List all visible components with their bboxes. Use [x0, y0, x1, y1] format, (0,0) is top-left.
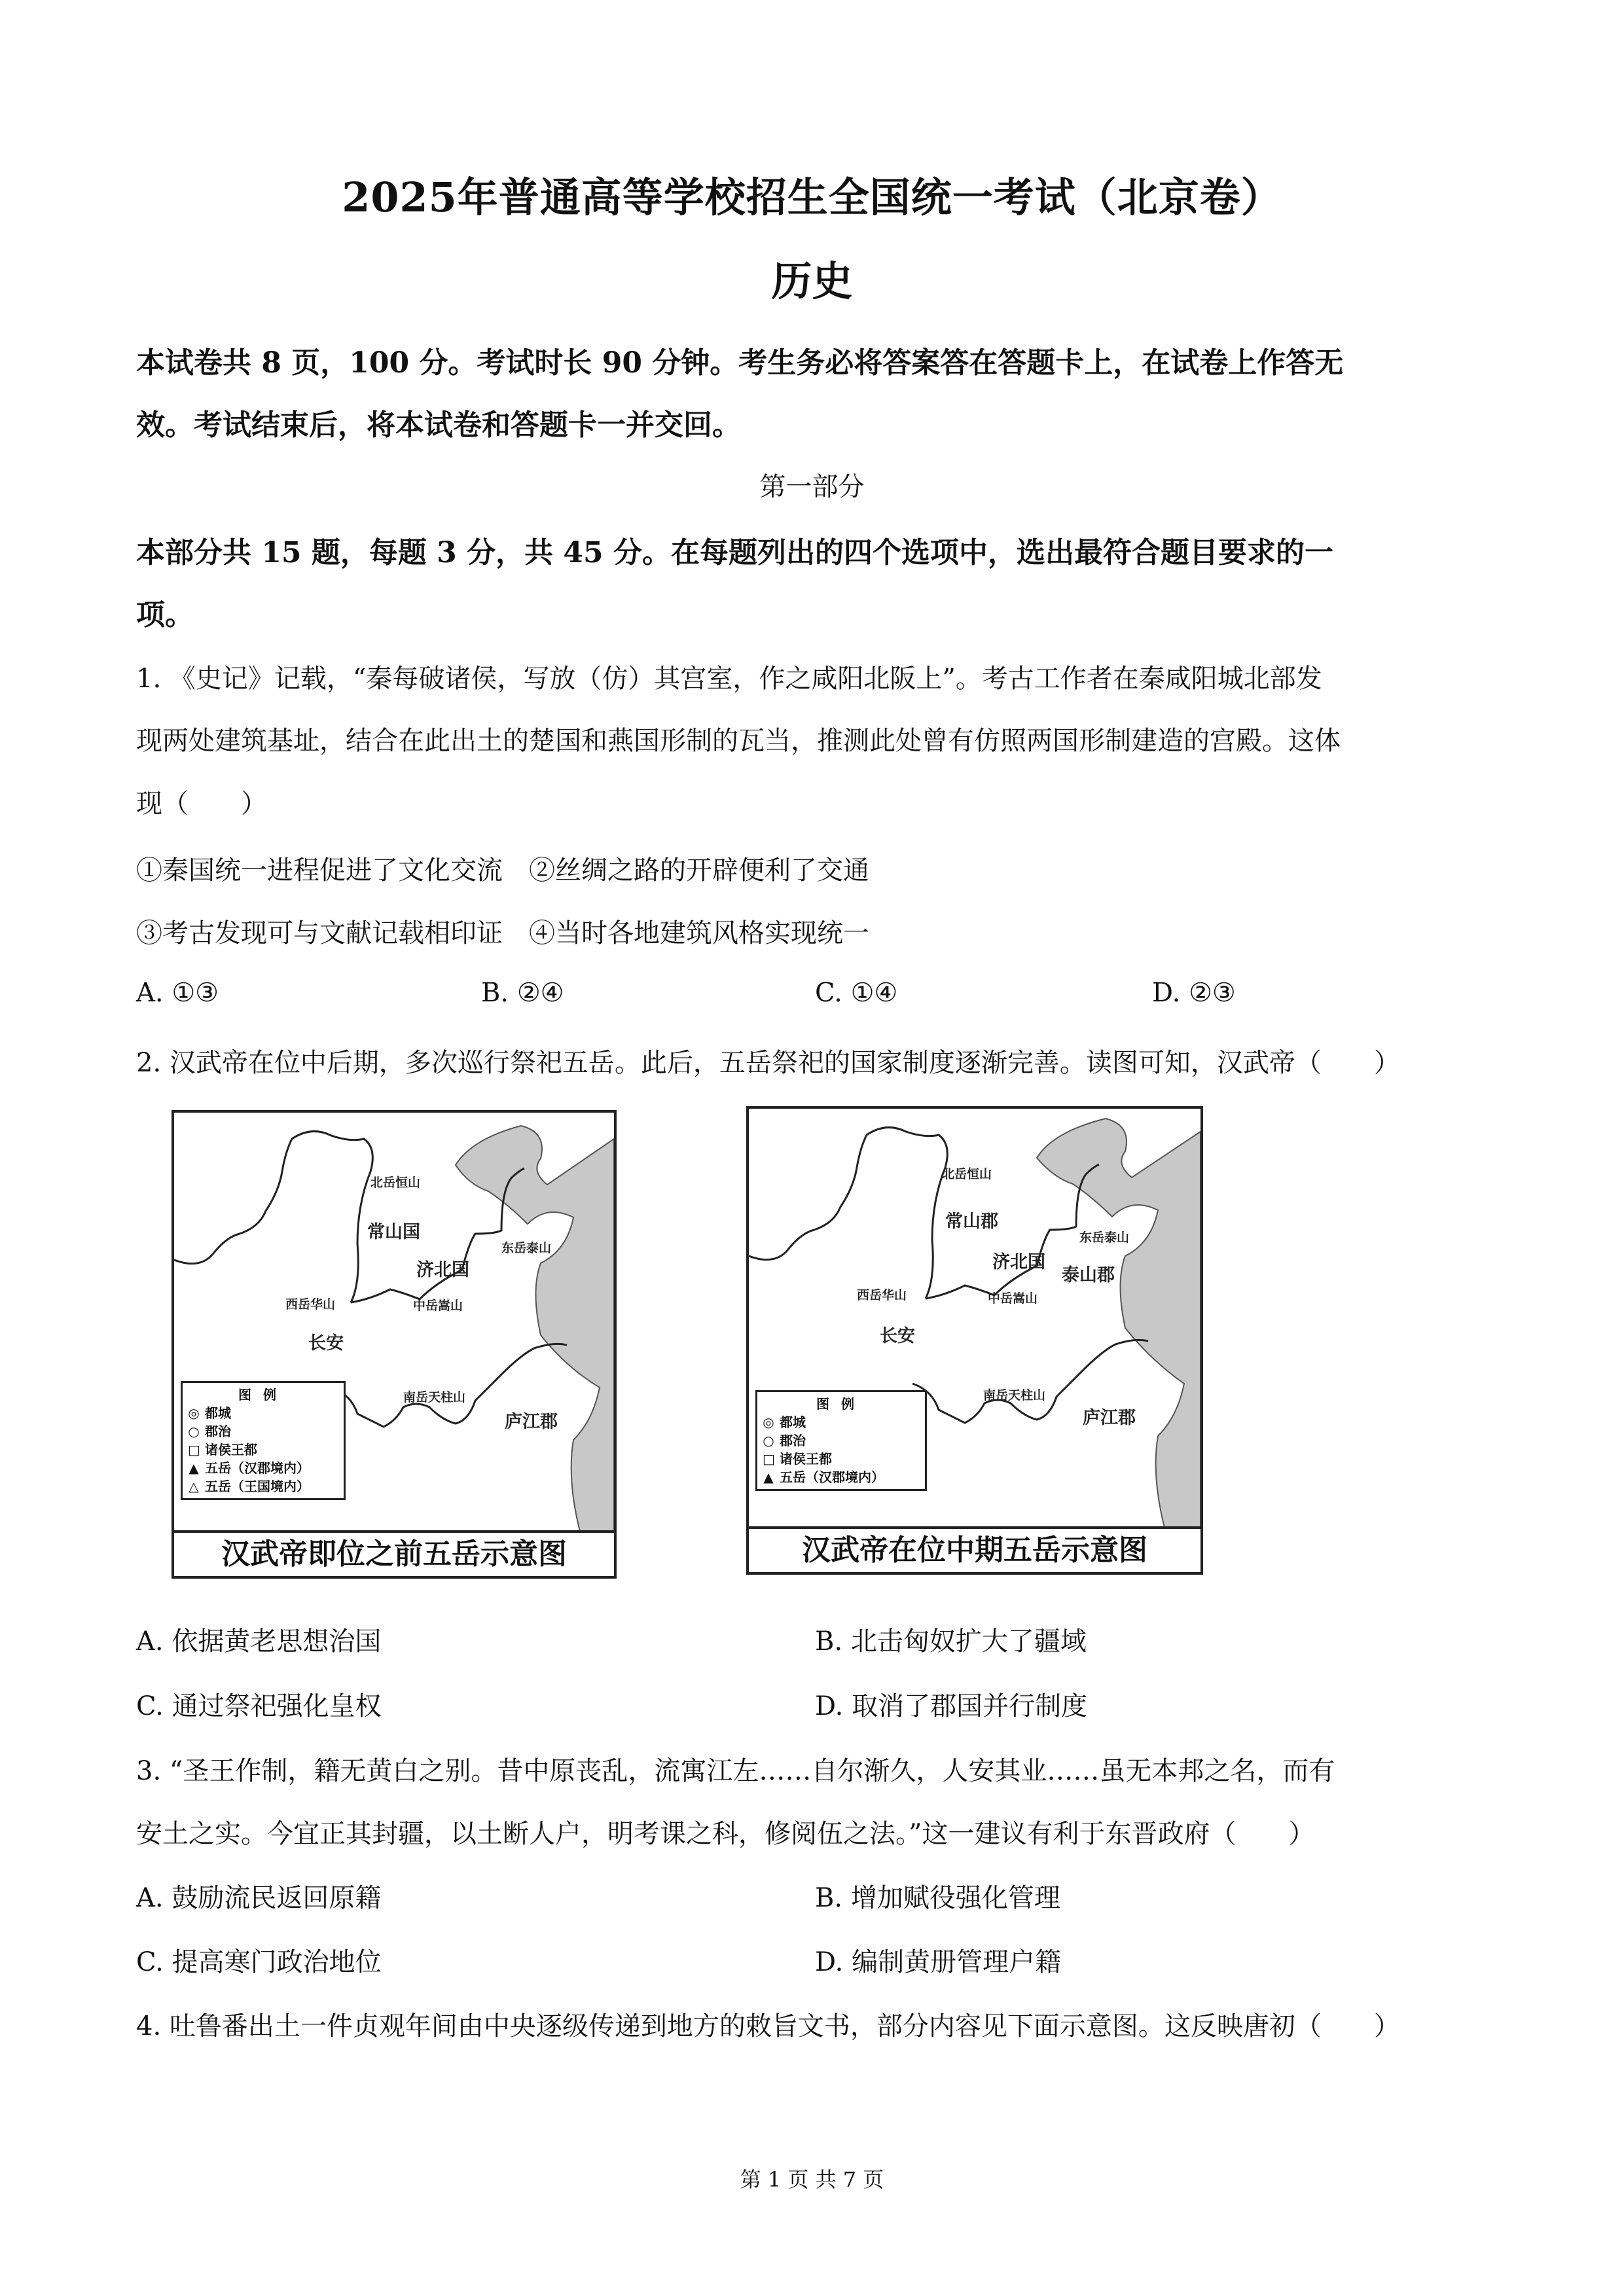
mountain-filled-icon: ▲ [189, 1460, 199, 1476]
question-2-stem: 2. 汉武帝在位中后期，多次巡行祭祀五岳。此后，五岳祭祀的国家制度逐渐完善。读图可知，汉武帝（ ） [136, 1048, 1400, 1078]
label-lujiang: 庐江郡 [505, 1412, 558, 1432]
boundary-west [749, 1128, 947, 1299]
commandery-seat-icon: ○ [188, 1424, 200, 1439]
legend-row [188, 1422, 338, 1441]
label-west-mountain: 西岳华山 [285, 1297, 336, 1312]
question-3-option-d[interactable]: D. 编制黄册管理户籍 [815, 1947, 1062, 1977]
legend-row [188, 1404, 338, 1422]
label-central-mountain: 中岳嵩山 [413, 1299, 463, 1313]
label-south-mountain: 南岳天柱山 [983, 1388, 1046, 1403]
map-2-legend [755, 1390, 927, 1491]
question-1-statement-line-2: ③考古发现可与文献记载相印证 ④当时各地建筑风格实现统一 [136, 918, 869, 948]
legend-label: 郡治 [780, 1433, 806, 1448]
label-jibei: 济北国 [416, 1260, 469, 1280]
legend-title: 图例 [816, 1396, 866, 1412]
question-2-option-a[interactable]: A. 依据黄老思想治国 [136, 1626, 382, 1657]
instructions-line-1: 本试卷共 8 页，100 分。考试时长 90 分钟。考生务必将答案答在答题卡上，在试卷上作答无 [136, 346, 1344, 380]
boundary-west [174, 1132, 372, 1302]
label-north-mountain: 北岳恒山 [370, 1175, 421, 1190]
label-jibei: 济北国 [992, 1252, 1045, 1272]
part-one-description-line-1: 本部分共 15 题，每题 3 分，共 45 分。在每题列出的四个选项中，选出最符合题目要求的一 [136, 536, 1333, 569]
question-1-statement-line-1: ①秦国统一进程促进了文化交流 ②丝绸之路的开辟便利了交通 [136, 855, 869, 886]
question-3-stem-line-1: 3. “圣王作制，籍无黄白之别。昔中原丧乱，流寓江左……自尔渐久，人安其业……虽无本邦之名，而有 [136, 1756, 1335, 1786]
question-1-stem-line-3: 现（ ） [136, 789, 267, 819]
legend-row [188, 1459, 338, 1477]
part-one-heading: 第一部分 [759, 472, 865, 502]
label-east-mountain: 东岳泰山 [1079, 1230, 1130, 1245]
mountain-filled-icon: ▲ [763, 1469, 774, 1485]
capital-city-icon: ◎ [188, 1405, 200, 1421]
part-one-description-line-2: 项。 [136, 598, 194, 632]
label-west-mountain: 西岳华山 [857, 1288, 907, 1302]
legend-label: 郡治 [205, 1424, 231, 1439]
page-footer: 第 1 页 共 7 页 [740, 2167, 884, 2192]
legend-row [188, 1477, 338, 1496]
map-mid-reign [746, 1106, 1203, 1575]
question-3-option-b[interactable]: B. 增加赋役强化管理 [815, 1883, 1060, 1913]
kingdom-capital-icon: □ [763, 1451, 775, 1467]
map-before-accession [171, 1110, 617, 1579]
question-2-option-b[interactable]: B. 北击匈奴扩大了疆域 [815, 1626, 1087, 1657]
legend-label: 五岳（汉郡境内） [780, 1469, 884, 1485]
map-2-caption: 汉武帝在位中期五岳示意图 [749, 1526, 1200, 1572]
legend-label: 五岳（汉郡境内） [205, 1460, 310, 1476]
commandery-seat-icon: ○ [763, 1433, 774, 1448]
label-central-mountain: 中岳嵩山 [988, 1291, 1038, 1306]
question-2-option-c[interactable]: C. 通过祭祀强化皇权 [136, 1691, 382, 1721]
legend-row [188, 1441, 338, 1459]
legend-title: 图例 [238, 1387, 288, 1403]
label-north-mountain: 北岳恒山 [942, 1167, 992, 1181]
question-4-stem: 4. 吐鲁番出土一件贞观年间由中央逐级传递到地方的敕旨文书，部分内容见下面示意图。这反映唐初（ ） [136, 2011, 1400, 2041]
instructions-line-2: 效。考试结束后，将本试卷和答题卡一并交回。 [136, 408, 741, 442]
question-3-stem-line-2: 安土之实。今宜正其封疆，以土断人户，明考课之科，修阅伍之法。”这一建议有利于东晋政府（ ） [136, 1819, 1315, 1849]
legend-label: 五岳（王国境内） [205, 1479, 310, 1494]
map-1-caption: 汉武帝即位之前五岳示意图 [174, 1530, 614, 1576]
question-1-stem-line-1: 1. 《史记》记载，“秦每破诸侯，写放（仿）其宫室，作之咸阳北阪上”。考古工作者在秦咸阳城北部发 [136, 664, 1322, 694]
legend-label: 诸侯王都 [780, 1451, 832, 1467]
sea-area [456, 1126, 614, 1532]
map-1-legend [181, 1381, 346, 1500]
mountain-outline-icon: △ [189, 1479, 199, 1494]
question-1-option-c[interactable]: C. ①④ [815, 978, 898, 1008]
label-taishan-commandery: 泰山郡 [1062, 1265, 1115, 1285]
question-1-stem-line-2: 现两处建筑基址，结合在此出土的楚国和燕国形制的瓦当，推测此处曾有仿照两国形制建造的宫殿。这体 [136, 726, 1341, 756]
legend-label: 都城 [780, 1414, 806, 1430]
legend-row [763, 1468, 920, 1486]
label-south-mountain: 南岳天柱山 [403, 1390, 466, 1405]
subject-title: 历史 [771, 257, 853, 305]
label-changshan: 常山郡 [945, 1211, 998, 1232]
question-1-option-a[interactable]: A. ①③ [136, 978, 219, 1008]
question-2-option-d[interactable]: D. 取消了郡国并行制度 [815, 1691, 1088, 1721]
sea-area [1037, 1119, 1200, 1528]
exam-title: 2025年普通高等学校招生全国统一考试（北京卷） [342, 173, 1282, 221]
question-1-option-b[interactable]: B. ②④ [481, 978, 564, 1008]
legend-row [763, 1413, 920, 1431]
label-changshan: 常山国 [367, 1222, 420, 1242]
legend-label: 都城 [205, 1405, 231, 1421]
label-east-mountain: 东岳泰山 [501, 1241, 552, 1255]
legend-row [763, 1431, 920, 1450]
legend-row [763, 1450, 920, 1468]
label-changan: 长安 [308, 1333, 344, 1354]
label-lujiang: 庐江郡 [1083, 1408, 1136, 1428]
question-3-option-c[interactable]: C. 提高寒门政治地位 [136, 1947, 382, 1977]
capital-city-icon: ◎ [763, 1414, 774, 1430]
kingdom-capital-icon: □ [188, 1442, 200, 1458]
legend-label: 诸侯王都 [205, 1442, 257, 1458]
question-1-option-d[interactable]: D. ②③ [1152, 978, 1236, 1008]
question-3-option-a[interactable]: A. 鼓励流民返回原籍 [136, 1883, 382, 1913]
label-changan: 长安 [880, 1326, 915, 1346]
